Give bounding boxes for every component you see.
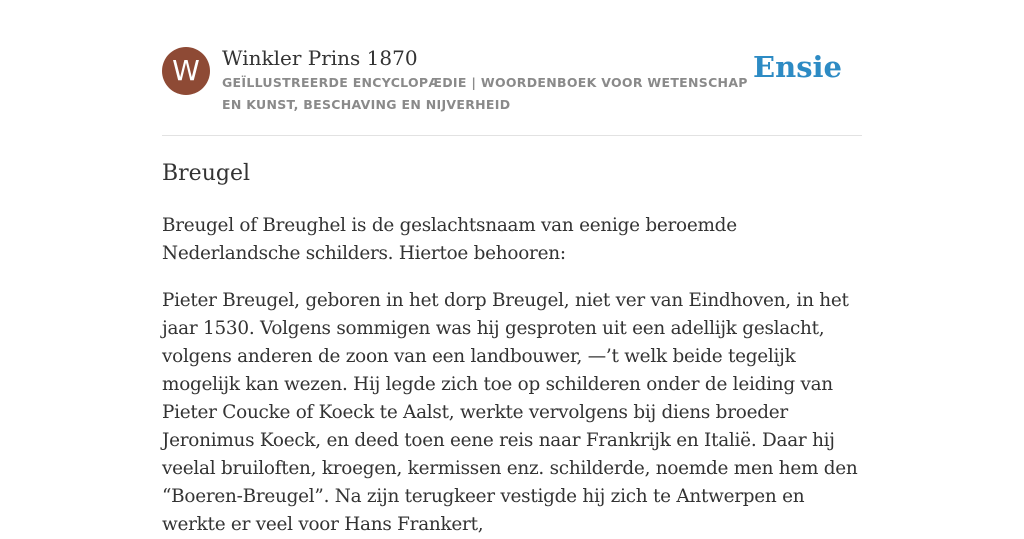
dictionary-subtitle: GEÏLLUSTREERDE ENCYCLOPÆDIE | WOORDENBOEK VOOR WETENSCHAP EN KUNST, BESCHAVING EN NIJVERHEID	[222, 75, 748, 112]
dictionary-header	[162, 44, 862, 136]
article-paragraph: Pieter Breugel, geboren in het dorp Breugel, niet ver van Eindhoven, in het jaar 1530. Volgens sommigen was hij gesproten uit een adellijk geslacht, volgens anderen de zoon van een landbouwer, —’t welk beide tegelijk mogelijk kan wezen. Hij legde zich toe op schilderen onder de leiding van Pieter Coucke of Koeck te Aalst, werkte vervolgens bij diens broeder Jeronimus Koeck, en deed toen eene reis naar Frankrijk en Italië. Daar hij veelal bruiloften, kroegen, kermissen enz. schilderde, noemde men hem den “Boeren-Breugel”. Na zijn terugkeer vestigde hij zich te Antwerpen en werkte er veel voor Hans Frankert,	[162, 290, 858, 535]
header-divider	[162, 135, 862, 136]
article-paragraph: Breugel of Breughel is de geslachtsnaam van eenige beroemde Nederlandsche schilders. Hiertoe behooren:	[162, 215, 737, 264]
article-headword: Breugel	[162, 161, 251, 186]
ensie-logo[interactable]: Ensie	[753, 50, 842, 84]
dictionary-title[interactable]: Winkler Prins 1870	[222, 46, 418, 70]
dictionary-avatar[interactable]: W	[162, 47, 210, 95]
article	[162, 156, 862, 539]
